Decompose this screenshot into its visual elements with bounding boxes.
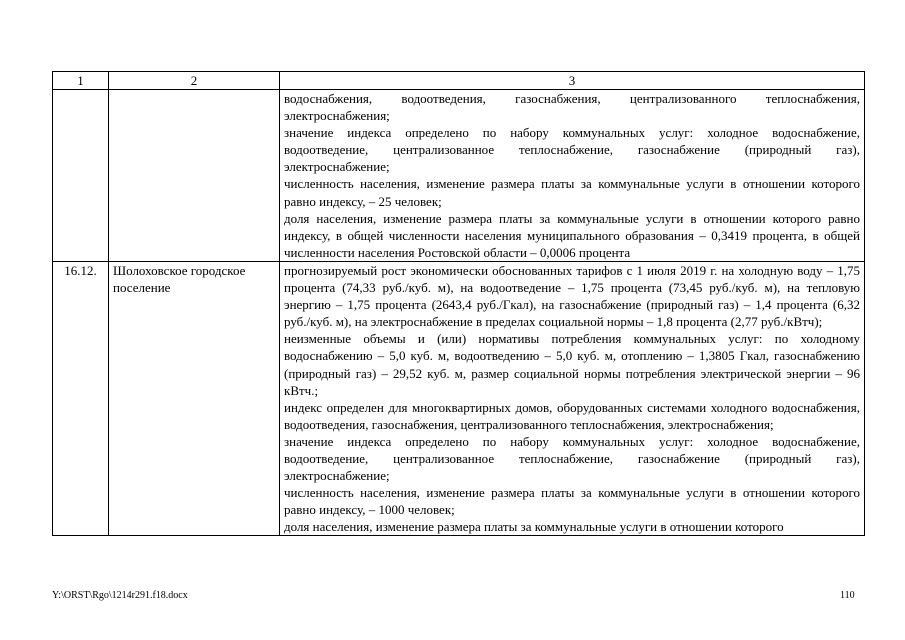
tariff-table xyxy=(52,71,865,536)
continued-name-cell xyxy=(109,90,280,262)
table-row-16-12 xyxy=(53,261,865,536)
paragraph: прогнозируемый рост экономически обоснованных тарифов с 1 июля 2019 г. на холодную воду – 1,75 процента (74,33 руб./куб. м), на водоотведение – 1,75 процента (73,45 руб./куб. м), на тепловую энергию – 1,75 процента (2643,4 руб./Гкал), на газоснабжение (природный газ) – 1,4 процента (6,32 руб./куб. м), на электроснабжение в пределах социальной нормы – 1,8 процента (2,77 руб./кВтч); xyxy=(284,262,860,330)
paragraph: водоснабжения, водоотведения, газоснабжения, централизованного теплоснабжения, электроснабжения; xyxy=(284,91,860,124)
table-row-continued xyxy=(53,90,865,262)
paragraph: численность населения, изменение размера платы за коммунальные услуги в отношении которого равно индексу, – 25 человек; xyxy=(284,176,860,209)
table-header-row xyxy=(53,72,865,90)
paragraph: значение индекса определено по набору коммунальных услуг: холодное водоснабжение, водоотведение, централизованное теплоснабжение, газоснабжение (природный газ), электроснабжение; xyxy=(284,433,860,484)
column-header-1: 1 xyxy=(53,72,109,90)
paragraph: значение индекса определено по набору коммунальных услуг: холодное водоснабжение, водоотведение, централизованное теплоснабжение, газоснабжение (природный газ), электроснабжение; xyxy=(284,125,860,175)
continued-number-cell xyxy=(53,90,109,262)
paragraph: доля населения, изменение размера платы за коммунальные услуги в отношении которого равно индексу, в общей численности населения муниципального образования – 0,3419 процента, в общей численности населения Ростовской области – 0,0006 процента xyxy=(284,210,860,260)
continued-text-cell xyxy=(280,90,865,262)
row-number: 16.12. xyxy=(53,261,109,536)
column-header-2: 2 xyxy=(109,72,280,90)
row-text-cell xyxy=(280,261,865,536)
column-header-3: 3 xyxy=(280,72,865,90)
paragraph: численность населения, изменение размера платы за коммунальные услуги в отношении которого равно индексу, – 1000 человек; xyxy=(284,485,860,518)
paragraph: доля населения, изменение размера платы за коммунальные услуги в отношении которого xyxy=(284,519,784,535)
paragraph: неизменные объемы и (или) нормативы потребления коммунальных услуг: по холодному водоснабжению – 5,0 куб. м, водоотведению – 5,0 куб. м, отоплению – 1,3805 Гкал, газоснабжению (природный газ) – 29,52 куб. м, размер социальной нормы потребления электрической энергии – 96 кВтч.; xyxy=(284,331,860,398)
footer-file-path: Y:\ORST\Rgo\1214r291.f18.docx xyxy=(52,590,188,601)
page-number: 110 xyxy=(840,590,855,601)
paragraph: индекс определен для многоквартирных домов, оборудованных системами холодного водоснабжения, водоотведения, газоснабжения, централизованного теплоснабжения, электроснабжения; xyxy=(284,399,860,432)
settlement-name: Шолоховское городское поселение xyxy=(109,261,280,536)
